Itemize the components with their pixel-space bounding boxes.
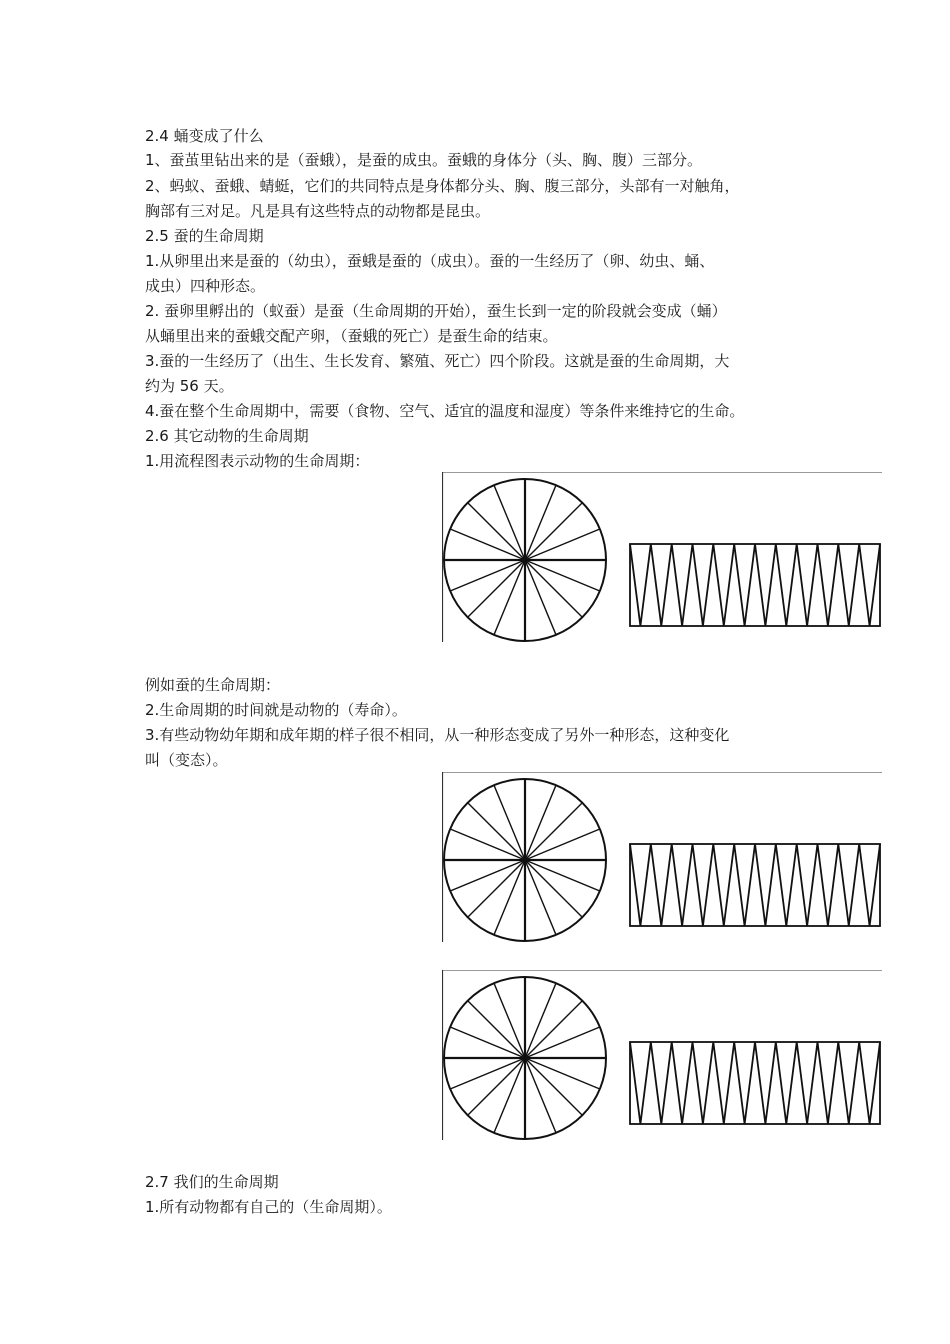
image-placeholder-1 — [442, 472, 882, 642]
paragraph-line: 2. 蚕卵里孵出的（蚁蚕）是蚕（生命周期的开始），蚕生长到一定的阶段就会变成（蛹） — [145, 302, 727, 320]
wheel-zigzag-icon — [442, 970, 882, 1140]
paragraph-line: 2.生命周期的时间就是动物的（寿命）。 — [145, 701, 407, 719]
heading-2-6: 2.6 其它动物的生命周期 — [145, 427, 309, 445]
paragraph-line: 4.蚕在整个生命周期中，需要（食物、空气、适宜的温度和湿度）等条件来维持它的生命。 — [145, 402, 745, 420]
paragraph-line: 3.有些动物幼年期和成年期的样子很不相同，从一种形态变成了另外一种形态，这种变化 — [145, 726, 730, 744]
paragraph-line: 例如蚕的生命周期： — [145, 676, 281, 694]
paragraph-line: 胸部有三对足。凡是具有这些特点的动物都是昆虫。 — [145, 202, 491, 220]
heading-2-7: 2.7 我们的生命周期 — [145, 1173, 279, 1191]
image-placeholder-2 — [442, 772, 882, 942]
wheel-zigzag-icon — [442, 772, 882, 942]
paragraph-line: 成虫）四种形态。 — [145, 277, 266, 295]
image-placeholder-3 — [442, 970, 882, 1140]
wheel-zigzag-icon — [442, 472, 882, 642]
heading-2-5: 2.5 蚕的生命周期 — [145, 227, 264, 245]
paragraph-line: 3.蚕的一生经历了（出生、生长发育、繁殖、死亡）四个阶段。这就是蚕的生命周期，大 — [145, 352, 730, 370]
paragraph-line: 1.从卵里出来是蚕的（幼虫），蚕蛾是蚕的（成虫）。蚕的一生经历了（卵、幼虫、蛹、 — [145, 252, 715, 270]
paragraph-line: 1、蚕茧里钻出来的是（蚕蛾），是蚕的成虫。蚕蛾的身体分（头、胸、腹）三部分。 — [145, 151, 703, 169]
paragraph-line: 约为 56 天。 — [145, 377, 234, 395]
paragraph-line: 从蛹里出来的蚕蛾交配产卵，（蚕蛾的死亡）是蚕生命的结束。 — [145, 327, 558, 345]
paragraph-line: 1.用流程图表示动物的生命周期： — [145, 452, 370, 470]
paragraph-line: 1.所有动物都有自己的（生命周期）。 — [145, 1198, 392, 1216]
paragraph-line: 2、蚂蚁、蚕蛾、蜻蜓，它们的共同特点是身体都分头、胸、腹三部分，头部有一对触角， — [145, 177, 740, 195]
heading-2-4: 2.4 蛹变成了什么 — [145, 127, 264, 145]
paragraph-line: 叫（变态）。 — [145, 751, 228, 769]
